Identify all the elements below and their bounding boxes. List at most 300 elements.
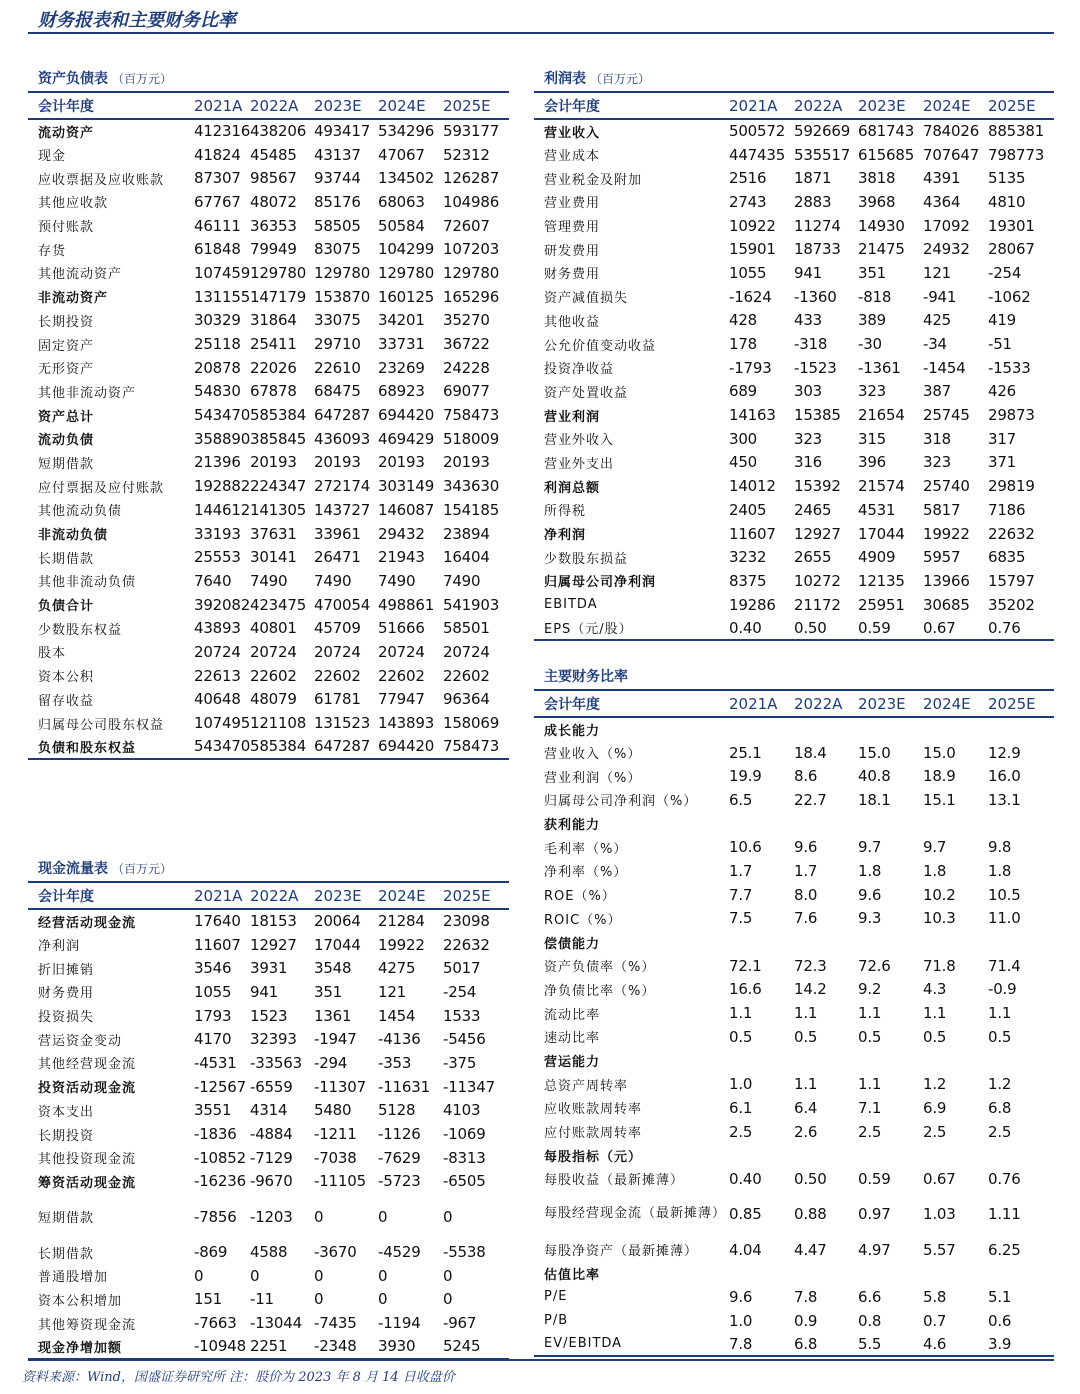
cell-value: 61848 [194,240,241,259]
cell-value: 433 [794,311,823,330]
cell-value: 10.5 [988,885,1021,904]
cell-value: 147179 [250,287,307,306]
cell-value: 6.4 [794,1098,818,1117]
cell-value [858,812,923,836]
row-label: EV/EBITDA [534,1333,729,1357]
row-label: 股本 [38,646,67,662]
cell-value [923,812,988,836]
cell-value [794,1049,858,1073]
cell-value: 33075 [314,311,361,330]
cell-value: 160125 [378,287,435,306]
table-row [534,1001,1054,1025]
cell-value: 25745 [923,406,970,425]
cell-value: -818 [858,287,892,306]
cell-value: 17044 [314,935,361,954]
table-row [28,1122,509,1146]
cell-value: 22026 [250,358,297,377]
row-label: 偿债能力 [544,936,601,952]
cell-value: -1836 [194,1125,237,1144]
cell-value: 1.7 [729,861,753,880]
cell-value: 158069 [443,714,500,733]
table-row [534,1049,1054,1073]
cell-value: 85176 [314,192,361,211]
cell-value: 425 [923,311,952,330]
section-title-text: 主要财务比率 [544,669,628,685]
cell-value: 15392 [794,477,841,496]
cell-value: 20724 [443,642,490,661]
cell-value: 1.1 [858,1004,882,1023]
table-row [28,980,509,1004]
cell-value: 16404 [443,548,490,567]
row-label: 短期借款 [38,456,95,472]
cell-value: 15385 [794,406,841,425]
cell-value: 25951 [858,595,905,614]
row-label: 公允价值变动收益 [544,338,657,354]
row-label: 资产总计 [38,409,95,425]
cell-value: 29432 [378,524,425,543]
table-row [28,569,509,593]
cell-value: 15797 [988,571,1035,590]
cell-value: 15901 [729,240,776,259]
cell-value: 2.5 [988,1122,1012,1141]
table-row [28,498,509,522]
cell-value: 534296 [378,122,435,141]
cell-value: 1.1 [923,1004,947,1023]
table-row [534,616,1054,640]
cell-value: 4170 [194,1030,232,1049]
row-label: 归属母公司股东权益 [38,717,165,733]
cell-value: -7435 [314,1314,357,1333]
cell-value [729,930,794,954]
row-label: 其他流动资产 [38,267,123,283]
row-label: 营业收入（%） [544,747,642,763]
cell-value: 543470 [194,735,250,759]
year-header: 2022A [250,882,314,909]
cell-value: 518009 [443,429,500,448]
header-label: 会计年度 [534,690,729,717]
cell-value: 0.5 [729,1027,753,1046]
row-label: P/E [544,1289,568,1305]
row-label: 经营活动现金流 [38,915,137,931]
cell-value: 3551 [194,1101,232,1120]
year-header: 2024E [923,92,988,119]
cell-value: 19.9 [729,767,762,786]
cell-value: 593177 [443,122,500,141]
cell-value: 165296 [443,287,500,306]
cell-value [794,1261,858,1285]
cell-value [729,812,794,836]
cell-value: 2743 [729,192,767,211]
cell-value [729,1143,794,1167]
row-label: 营运能力 [544,1054,601,1070]
cell-value: 54830 [194,382,241,401]
cell-value: -6505 [443,1172,486,1191]
cell-value: -318 [794,335,828,354]
cell-value: 7.5 [729,909,753,928]
table-row [534,143,1054,167]
cell-value: 41824 [194,145,241,164]
cell-value: 22632 [443,935,490,954]
cash-flow-table [28,881,509,1360]
cell-value: 1454 [378,1006,416,1025]
cell-value: -8313 [443,1148,486,1167]
cell-value [988,1049,1054,1073]
cell-value: 423475 [250,595,307,614]
cell-value: 784026 [923,122,980,141]
cell-value: 129780 [314,263,371,282]
cell-value: 9.7 [923,838,947,857]
cell-value: 43137 [314,145,361,164]
table-row [534,1333,1054,1357]
row-label: 管理费用 [544,220,601,236]
cell-value: 15.0 [923,743,956,762]
table-row [28,143,509,167]
table-row [534,1167,1054,1191]
cell-value: 13.1 [988,790,1021,809]
cell-value: -13044 [250,1314,302,1333]
table-row [28,711,509,735]
cell-value: 9.6 [794,838,818,857]
table-row [534,1261,1054,1285]
cell-value: 20724 [314,642,361,661]
cell-value: -10852 [194,1148,246,1167]
cell-value: 9.7 [858,838,882,857]
unit-label: （百万元） [590,72,651,86]
cell-value: 61781 [314,690,361,709]
cell-value: 129780 [378,263,435,282]
table-row [534,190,1054,214]
row-label: 应付账款周转率 [544,1126,643,1142]
cell-value: 4.47 [794,1240,827,1259]
table-row [534,403,1054,427]
cell-value: 318 [923,429,952,448]
row-label: 归属母公司净利润（%） [544,794,698,810]
cell-value: -5723 [378,1172,421,1191]
table-row [28,640,509,664]
cell-value: 23098 [443,912,490,931]
cell-value: 20064 [314,912,361,931]
table-row [534,356,1054,380]
cell-value: -2348 [314,1335,378,1359]
year-header: 2023E [314,92,378,119]
cell-value: 6.1 [729,1098,753,1117]
cell-value: 7.1 [858,1098,882,1117]
row-label: 净利润 [38,939,81,955]
table-row [28,956,509,980]
cell-value: 19922 [378,935,425,954]
year-header: 2023E [314,882,378,909]
table-row [534,451,1054,475]
cell-value: 8.6 [794,767,818,786]
cell-value: 18153 [250,912,297,931]
cell-value: -11105 [314,1172,366,1191]
cell-value: 15.0 [858,743,891,762]
row-label: 净利润 [544,528,587,544]
cell-value: 20878 [194,358,241,377]
cell-value: 0.8 [858,1311,882,1330]
cell-value: 21172 [794,595,841,614]
cell-value: 0.76 [988,616,1054,640]
cell-value: 144612 [194,500,251,519]
cell-value: 107495 [194,714,251,733]
cell-value: 143727 [314,500,371,519]
income-statement-table [534,91,1054,641]
cell-value: -1793 [729,358,772,377]
row-label: 投资活动现金流 [38,1081,137,1097]
cell-value: 72.6 [858,956,891,975]
row-label: ROIC（%） [544,912,622,928]
cell-value: 1.8 [923,861,947,880]
cell-value: -1624 [729,287,772,306]
table-row [28,1099,509,1123]
cell-value: 5017 [443,959,481,978]
cell-value: 303149 [378,477,435,496]
table-row [28,1027,509,1051]
cell-value: 1.0 [729,1311,753,1330]
cell-value: 10.6 [729,838,762,857]
cell-value: 19301 [988,216,1035,235]
cell-value [988,717,1054,741]
cell-value: 83075 [314,240,361,259]
cell-value: 30685 [923,595,970,614]
row-label: 折旧摊销 [38,962,95,978]
cell-value: 647287 [314,735,378,759]
cell-value: 0 [314,1207,324,1226]
cell-value: 5.5 [858,1333,923,1357]
row-label: 应付票据及应付账款 [38,480,165,496]
header-row [534,690,1054,717]
table-row [534,285,1054,309]
row-label: 资产负债率（%） [544,960,656,976]
cell-value: 17092 [923,216,970,235]
cell-value: 16.0 [988,767,1021,786]
cash-flow-title [28,857,509,881]
row-label: 其他经营现金流 [38,1057,137,1073]
cell-value: 30329 [194,311,241,330]
cell-value: 7490 [443,571,481,590]
cell-value [729,717,794,741]
title-rule [28,32,1054,34]
cell-value: 681743 [858,122,915,141]
cell-value: 52312 [443,145,490,164]
cell-value: -1211 [314,1125,357,1144]
table-row [534,883,1054,907]
cell-value: 4531 [858,500,896,519]
row-label: 少数股东权益 [38,622,123,638]
row-label: 毛利率（%） [544,841,628,857]
year-header: 2021A [729,690,794,717]
year-header: 2024E [378,882,443,909]
cell-value: 22602 [250,666,297,685]
row-label: 普通股增加 [38,1270,109,1286]
table-row [28,1146,509,1170]
row-label: 每股净资产（最新摊薄） [544,1244,699,1260]
table-body [534,119,1054,640]
row-label: 长期投资 [38,1128,95,1144]
cell-value: -11307 [314,1077,366,1096]
cell-value: 36353 [250,216,297,235]
cell-value: 694420 [378,735,443,759]
cell-value: 6.5 [729,790,753,809]
cell-value: 1.0 [729,1075,753,1094]
header-label: 会计年度 [28,92,194,119]
table-row [28,933,509,957]
cell-value [794,717,858,741]
cell-value: 543470 [194,406,251,425]
row-label: 归属母公司净利润 [544,575,657,591]
year-header: 2025E [988,92,1054,119]
cell-value: 40648 [194,690,241,709]
cell-value: 0.85 [729,1205,762,1224]
cell-value [988,930,1054,954]
cell-value [794,812,858,836]
cell-value: 0.59 [858,616,923,640]
cell-value: 3548 [314,959,352,978]
year-header: 2023E [858,92,923,119]
cell-value: 26471 [314,548,361,567]
cell-value: 798773 [988,145,1045,164]
ratios-section [534,665,1054,1357]
cell-value: 16.6 [729,980,762,999]
row-label: 流动资产 [38,125,95,141]
cell-value: -5456 [443,1030,486,1049]
year-header: 2024E [378,92,443,119]
cell-value: 689 [729,382,758,401]
cell-value: -375 [443,1053,477,1072]
cell-value: 2.5 [729,1122,753,1141]
cell-value [858,1049,923,1073]
cell-value: 8.0 [794,885,818,904]
cell-value: 46111 [194,216,241,235]
cell-value: 104299 [378,240,435,259]
cell-value: 3.9 [988,1333,1054,1357]
row-label: 财务费用 [38,986,95,1002]
table-header [28,882,509,909]
cell-value: 0 [378,1266,388,1285]
row-label: 长期借款 [38,1246,95,1262]
cell-value: 107459 [194,263,251,282]
year-header: 2023E [858,690,923,717]
cell-value: 7640 [194,571,232,590]
cell-value: 11.0 [988,909,1021,928]
cell-value: 351 [314,982,343,1001]
cell-value: 18.4 [794,743,827,762]
row-label: 研发费用 [544,243,601,259]
cell-value: 2516 [729,169,767,188]
cell-value: 47067 [378,145,425,164]
table-row [28,237,509,261]
table-body [534,717,1054,1356]
cell-value: 1.2 [988,1075,1012,1094]
income-statement-section [534,67,1054,641]
table-row [534,1120,1054,1144]
row-label: 应收票据及应收账款 [38,172,165,188]
table-row [28,1051,509,1075]
cell-value: 1.11 [988,1205,1021,1224]
unit-label: （百万元） [112,72,173,86]
table-row [28,332,509,356]
cell-value: 45709 [314,619,361,638]
cell-value: -10948 [194,1335,250,1359]
cell-value: 1.8 [858,861,882,880]
cell-value: 31864 [250,311,297,330]
cell-value: 592669 [794,122,851,141]
year-header: 2022A [250,92,314,119]
table-row [534,1143,1054,1167]
cell-value: 9.3 [858,909,882,928]
header-row [28,92,509,119]
cell-value: -1360 [794,287,837,306]
table-row [28,593,509,617]
table-row [28,451,509,475]
cell-value: 5957 [923,548,961,567]
cell-value: 316 [794,453,823,472]
table-row [28,285,509,309]
row-label: 非流动资产 [38,291,109,307]
cell-value: 9.2 [858,980,882,999]
row-label: 净负债比率（%） [544,983,656,999]
row-label: 固定资产 [38,338,95,354]
table-row [534,214,1054,238]
table-body [28,119,509,759]
cell-value: 121 [378,982,407,1001]
table-row [28,261,509,285]
cell-value: 12.9 [988,743,1021,762]
cell-value [794,1143,858,1167]
year-header: 2024E [923,690,988,717]
cell-value: 498861 [378,595,435,614]
row-label: 短期借款 [38,1211,95,1227]
table-row [534,978,1054,1002]
cell-value [923,1261,988,1285]
cell-value: 1.1 [858,1075,882,1094]
cell-value: 1.03 [923,1205,956,1224]
cell-value: 0 [443,1207,453,1226]
cell-value: -7663 [194,1314,237,1333]
cell-value: 22.7 [794,790,827,809]
section-title-text: 利润表 [544,71,586,87]
cell-value: 20193 [250,453,297,472]
cell-value: 33961 [314,524,361,543]
table-row [534,1096,1054,1120]
row-label: 资本公积 [38,670,95,686]
cell-value: 23269 [378,358,425,377]
cell-value: 146087 [378,500,435,519]
cell-value: 6.8 [988,1098,1012,1117]
cell-value: 647287 [314,406,371,425]
cell-value: 98567 [250,169,297,188]
table-row [534,309,1054,333]
year-header: 2021A [729,92,794,119]
cell-value: 4588 [250,1243,288,1262]
table-row [28,909,509,933]
cell-value: 0.6 [988,1311,1012,1330]
row-label: 资本支出 [38,1104,95,1120]
table-row [28,403,509,427]
section-title-text: 资产负债表 [38,71,108,87]
cell-value: -294 [314,1053,348,1072]
table-row [534,1072,1054,1096]
year-header: 2021A [194,882,250,909]
cell-value: 36722 [443,335,490,354]
cell-value: 107203 [443,240,500,259]
cell-value: 343630 [443,477,500,496]
table-row [534,788,1054,812]
table-row [534,835,1054,859]
cell-value: 0.59 [858,1169,891,1188]
table-row [534,119,1054,143]
cell-value: 72607 [443,216,490,235]
